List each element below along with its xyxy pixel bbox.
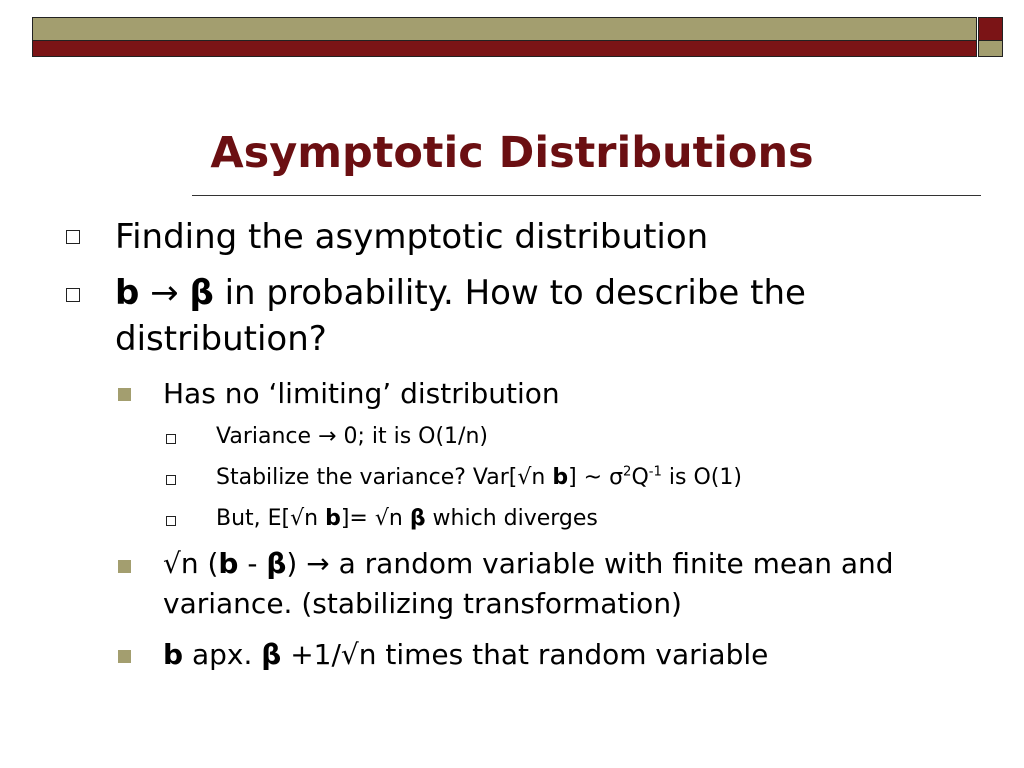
bold-symbol: β (266, 547, 287, 580)
slide-title: Asymptotic Distributions (210, 128, 814, 178)
header-square-dark (978, 17, 1003, 41)
bold-symbol: b (115, 273, 140, 313)
title-divider (192, 195, 981, 196)
bullet-text: Stabilize the variance? Var[√n (216, 465, 553, 490)
bold-symbol: b (218, 547, 239, 580)
sub-sub-bullet-item (216, 464, 976, 492)
bullet-text: √n ( (163, 547, 219, 580)
bullet-text: ) → a random variable with finite mean and variance. (stabilizing transformation) (163, 547, 894, 620)
bullet-text: in probability. How to describe the distribution? (115, 273, 806, 359)
bullet-square-icon (166, 516, 176, 526)
superscript: 2 (623, 464, 632, 480)
superscript: -1 (648, 464, 662, 480)
sub-sub-bullet-item (216, 423, 976, 451)
bullet-filled-square-icon (118, 560, 131, 573)
sub-bullet-item (163, 374, 983, 414)
bullet-text: apx. (183, 638, 262, 671)
bullet-square-icon (166, 475, 176, 485)
bullet-item (115, 214, 995, 260)
bold-symbol: b (552, 465, 569, 490)
bullet-item (115, 270, 995, 362)
header-bar-light (32, 17, 977, 41)
bullet-text: +1/√n times that random variable (281, 638, 769, 671)
bullet-filled-square-icon (118, 650, 131, 663)
bullet-text: Has no ‘limiting’ distribution (163, 377, 560, 410)
bullet-text: Q (631, 465, 649, 490)
bullet-text: which diverges (425, 506, 598, 531)
bold-symbol: b (163, 638, 184, 671)
header-bar-dark (32, 41, 977, 57)
bullet-text: Finding the asymptotic distribution (115, 217, 709, 257)
bold-symbol: β (409, 506, 426, 531)
header-square-light (978, 41, 1003, 57)
bold-symbol: β (189, 273, 214, 313)
sub-bullet-item (163, 635, 983, 675)
bullet-square-icon (166, 434, 176, 444)
bullet-text: ] ~ σ (568, 465, 624, 490)
sub-sub-bullet-item (216, 505, 976, 533)
bullet-text: is O(1) (661, 465, 742, 490)
sub-bullet-item (163, 544, 983, 624)
bullet-square-icon (66, 230, 80, 244)
bullet-text: But, E[√n (216, 506, 326, 531)
bullet-filled-square-icon (118, 388, 131, 401)
bullet-text: ]= √n (340, 506, 410, 531)
bullet-text: Variance → 0; it is O(1/n) (216, 424, 488, 449)
arrow-text: → (139, 273, 190, 313)
bullet-text: - (238, 547, 267, 580)
bold-symbol: b (325, 506, 341, 531)
bullet-square-icon (66, 288, 80, 302)
bold-symbol: β (261, 638, 282, 671)
